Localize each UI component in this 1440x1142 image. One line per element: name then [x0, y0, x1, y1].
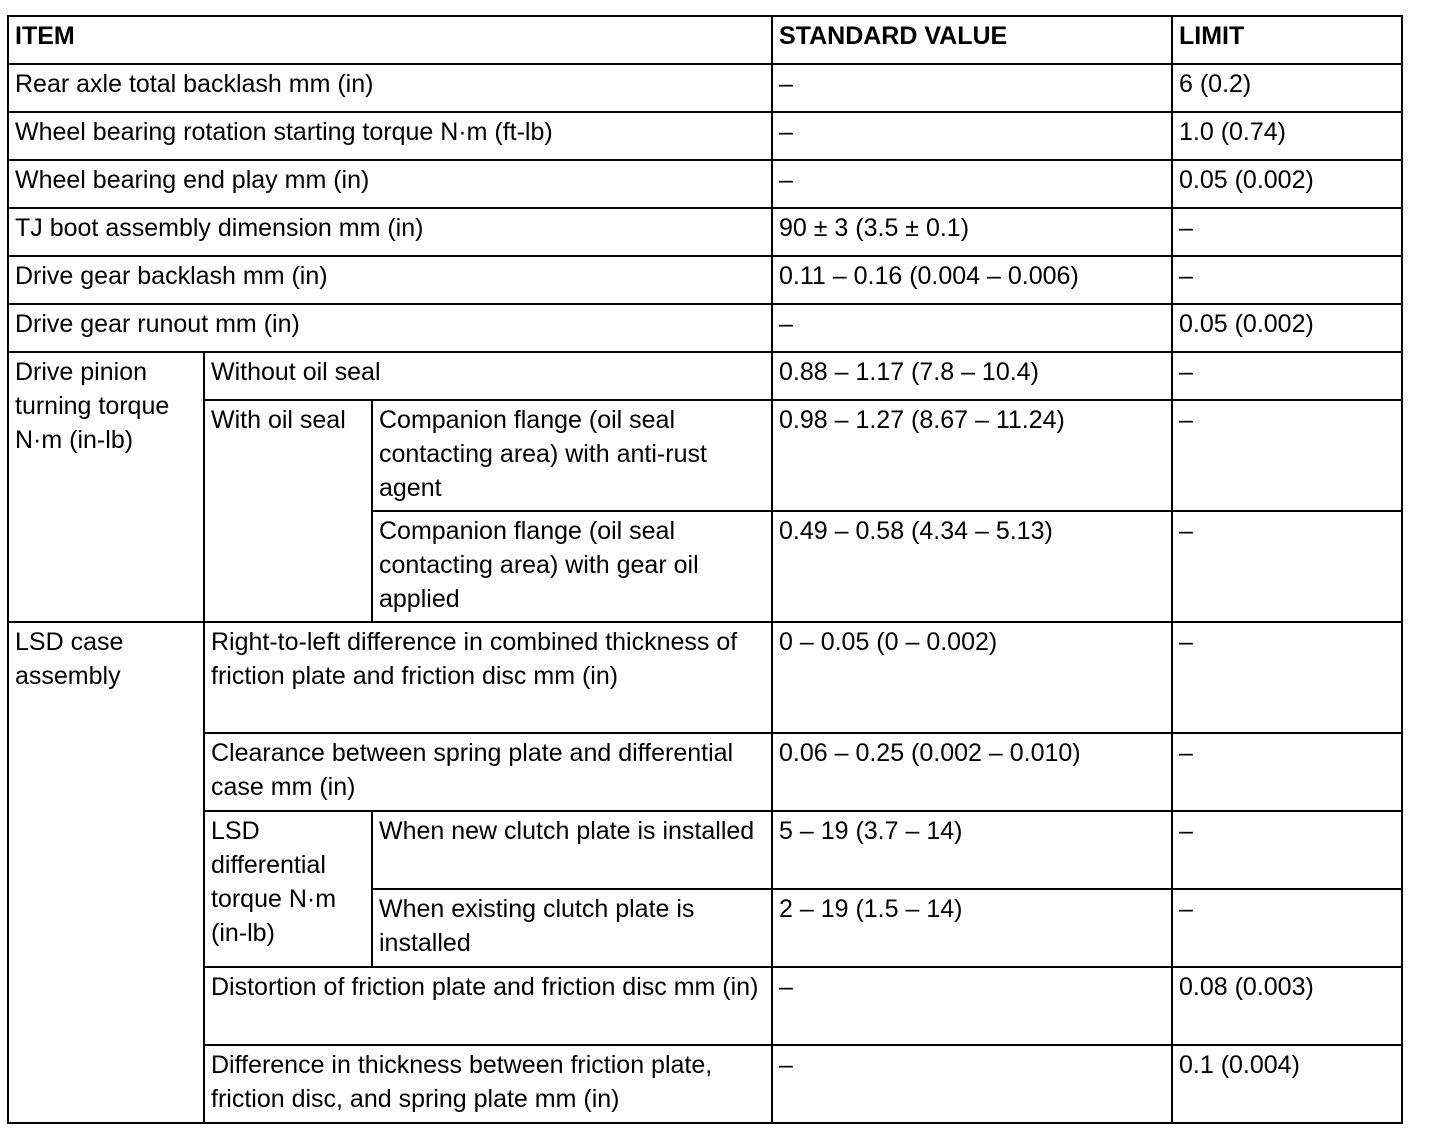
item-cell: Distortion of friction plate and friction disc mm (in) [204, 967, 772, 1045]
limit-cell: – [1172, 256, 1402, 304]
standard-value-cell: 0.88 – 1.17 (7.8 – 10.4) [772, 352, 1172, 400]
table-row [8, 811, 1402, 889]
item-cell: When existing clutch plate is installed [372, 889, 772, 967]
limit-cell: – [1172, 622, 1402, 733]
table-row [8, 352, 1402, 400]
limit-cell: – [1172, 889, 1402, 967]
limit-cell: 0.05 (0.002) [1172, 304, 1402, 352]
item-cell: Drive gear runout mm (in) [8, 304, 772, 352]
limit-cell: – [1172, 733, 1402, 811]
limit-cell: 0.1 (0.004) [1172, 1045, 1402, 1123]
header-item: ITEM [8, 16, 772, 64]
subgroup-cell-with-oil-seal: With oil seal [204, 400, 372, 622]
table-row [8, 64, 1402, 112]
standard-value-cell: 2 – 19 (1.5 – 14) [772, 889, 1172, 967]
standard-value-cell: – [772, 967, 1172, 1045]
item-cell: Without oil seal [204, 352, 772, 400]
table-row [8, 967, 1402, 1045]
standard-value-cell: – [772, 112, 1172, 160]
standard-value-cell: 5 – 19 (3.7 – 14) [772, 811, 1172, 889]
standard-value-cell: – [772, 304, 1172, 352]
item-cell: Wheel bearing rotation starting torque N·m (ft-lb) [8, 112, 772, 160]
table-row [8, 208, 1402, 256]
group-cell-lsd-case: LSD case assembly [8, 622, 204, 1123]
limit-cell: – [1172, 511, 1402, 622]
item-cell: When new clutch plate is installed [372, 811, 772, 889]
header-standard-value: STANDARD VALUE [772, 16, 1172, 64]
limit-cell: – [1172, 400, 1402, 511]
standard-value-cell: 90 ± 3 (3.5 ± 0.1) [772, 208, 1172, 256]
item-cell: Rear axle total backlash mm (in) [8, 64, 772, 112]
item-cell: Companion flange (oil seal contacting area) with anti-rust agent [372, 400, 772, 511]
header-row [8, 16, 1402, 64]
limit-cell: 0.05 (0.002) [1172, 160, 1402, 208]
item-cell: Drive gear backlash mm (in) [8, 256, 772, 304]
specification-table [7, 15, 1403, 1124]
limit-cell: 1.0 (0.74) [1172, 112, 1402, 160]
table-row [8, 622, 1402, 733]
item-cell: Companion flange (oil seal contacting area) with gear oil applied [372, 511, 772, 622]
item-cell: TJ boot assembly dimension mm (in) [8, 208, 772, 256]
standard-value-cell: 0.98 – 1.27 (8.67 – 11.24) [772, 400, 1172, 511]
group-cell-drive-pinion: Drive pinion turning torque N·m (in-lb) [8, 352, 204, 622]
standard-value-cell: 0.06 – 0.25 (0.002 – 0.010) [772, 733, 1172, 811]
table-row [8, 733, 1402, 811]
standard-value-cell: 0 – 0.05 (0 – 0.002) [772, 622, 1172, 733]
standard-value-cell: – [772, 160, 1172, 208]
limit-cell: 6 (0.2) [1172, 64, 1402, 112]
header-limit: LIMIT [1172, 16, 1402, 64]
item-cell: Difference in thickness between friction plate, friction disc, and spring plate mm (in) [204, 1045, 772, 1123]
item-cell: Wheel bearing end play mm (in) [8, 160, 772, 208]
table-row [8, 400, 1402, 511]
item-cell: Right-to-left difference in combined thickness of friction plate and friction disc mm (in) [204, 622, 772, 733]
item-cell: Clearance between spring plate and differential case mm (in) [204, 733, 772, 811]
standard-value-cell: – [772, 64, 1172, 112]
standard-value-cell: 0.11 – 0.16 (0.004 – 0.006) [772, 256, 1172, 304]
limit-cell: 0.08 (0.003) [1172, 967, 1402, 1045]
standard-value-cell: – [772, 1045, 1172, 1123]
table-row [8, 1045, 1402, 1123]
limit-cell: – [1172, 208, 1402, 256]
limit-cell: – [1172, 352, 1402, 400]
table-row [8, 256, 1402, 304]
table-row [8, 112, 1402, 160]
table-row [8, 304, 1402, 352]
subgroup-cell-lsd-torque: LSD differential torque N·m (in-lb) [204, 811, 372, 967]
standard-value-cell: 0.49 – 0.58 (4.34 – 5.13) [772, 511, 1172, 622]
table-row [8, 160, 1402, 208]
limit-cell: – [1172, 811, 1402, 889]
